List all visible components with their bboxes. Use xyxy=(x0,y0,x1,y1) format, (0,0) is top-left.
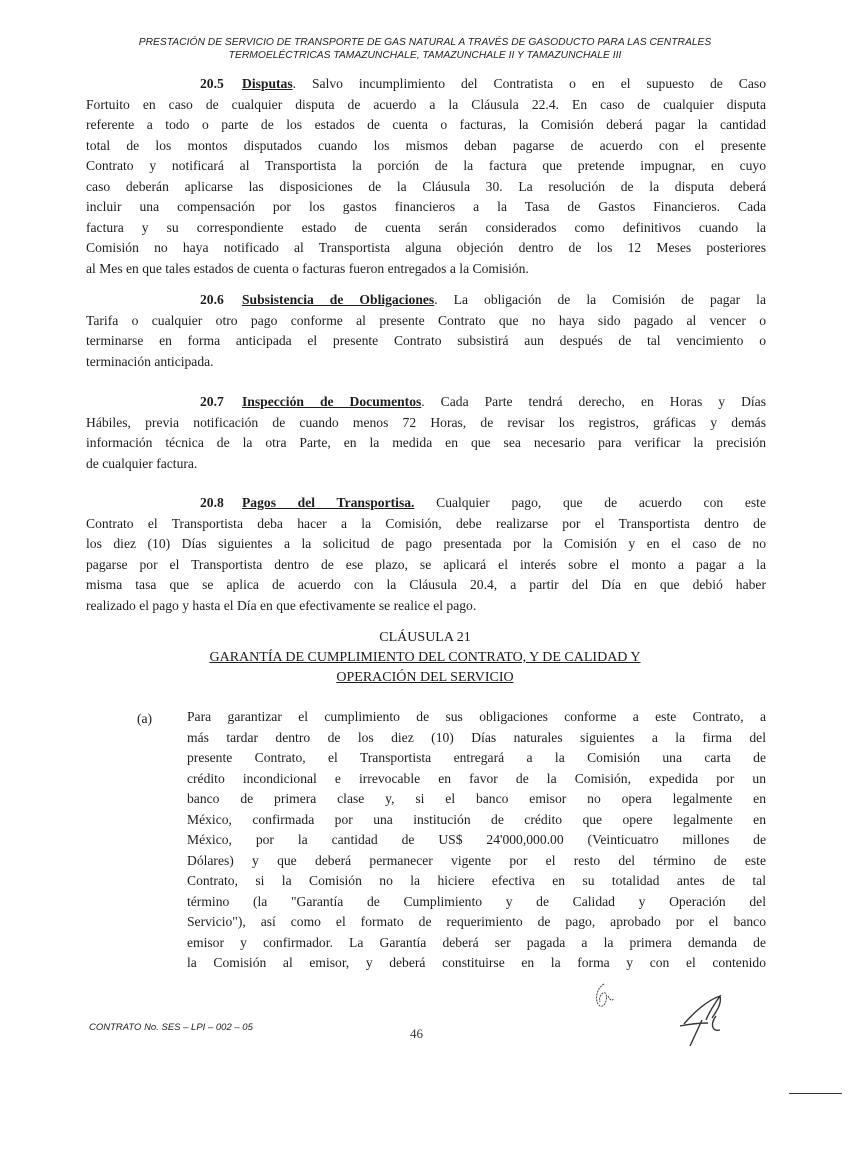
section-title: Subsistencia de Obligaciones xyxy=(242,292,435,307)
section-20-6: 20.6 Subsistencia de Obligaciones. La obligación de la Comisión de pagar la Tarifa o cualquier otro pago conforme al presente Contrato que no haya sido pagado al vencer o terminarse en forma anticipada el presente Contrato subsistirá aun después de tal vencimiento o terminación anticipada. xyxy=(86,292,766,369)
section-title: Disputas xyxy=(242,76,293,91)
contract-number: CONTRATO No. SES – LPI – 002 – 05 xyxy=(89,1022,253,1033)
header-line-1: PRESTACIÓN DE SERVICIO DE TRANSPORTE DE GAS NATURAL A TRAVÉS DE GASODUCTO PARA LAS CENTRALES xyxy=(138,37,712,48)
section-20-5: 20.5 Disputas. Salvo incumplimiento del Contratista o en el supuesto de Caso Fortuito en caso de cualquier disputa de acuerdo a la Cláusula 22.4. En caso de cualquier disputa referente a todo o parte de los estados de cuenta o facturas, la Comisión deberá pagar la cantidad total de los montos disputados cuando los mismos deban pagarse de acuerdo con el presente Contrato y notificará al Transportista la porción de la factura que pretende impugnar, en cuyo caso deberán aplicarse las disposiciones de la Cláusula 30. La resolución de la disputa deberá incluir una compensación por los gastos financieros a la Tasa de Gastos Financieros. Cada factura y su correspondiente estado de cuenta serán considerados como definitivos cuando la Comisión no haya notificado al Transportista alguna objeción dentro de los 12 Meses posteriores al Mes en que tales estados de cuenta o facturas fueron entregados a la Comisión. xyxy=(86,76,766,276)
section-20-8: 20.8 Pagos del Transportisa. Cualquier pago, que de acuerdo con este Contrato el Transportista deba hacer a la Comisión, debe realizarse por el Transportista dentro de los diez (10) Días siguientes a la solicitud de pago presentada por la Comisión y en el caso de no pagarse por el Transportista dentro de ese plazo, se aplicará el interés sobre el monto a pagar a la misma tasa que se aplica de acuerdo con la Cláusula 20.4, a partir del Día en que debió haber realizado el pago y hasta el Día en que efectivamente se realice el pago. xyxy=(86,495,766,613)
header-line-2: TERMOELÉCTRICAS TAMAZUNCHALE, TAMAZUNCHALE II Y TAMAZUNCHALE III xyxy=(228,50,622,61)
clause-title-line-2: OPERACIÓN DEL SERVICIO xyxy=(336,670,514,685)
item-label: (a) xyxy=(137,711,153,726)
section-number: 20.7 xyxy=(200,394,224,409)
section-20-7: 20.7 Inspección de Documentos. Cada Parte tendrá derecho, en Horas y Días Hábiles, previa notificación de cuando menos 72 Horas, de revisar los registros, gráficas y demás información técnica de la otra Parte, en la medida en que sea necesario para verificar la precisión de cualquier factura. xyxy=(86,394,766,471)
section-title: Pagos del Transportisa. xyxy=(242,495,415,510)
footer-rule xyxy=(789,1093,842,1094)
clause-label: CLÁUSULA 21 xyxy=(379,630,471,645)
section-number: 20.8 xyxy=(200,495,224,510)
clause-heading xyxy=(110,628,740,688)
signature-initials-icon xyxy=(590,980,618,1016)
section-number: 20.5 xyxy=(200,76,224,91)
item-a-text: Para garantizar el cumplimiento de sus obligaciones conforme a este Contrato, a más tardar dentro de los diez (10) Días naturales siguientes a la firma del presente Contrato, el Transportista entregará a la Comisión una carta de crédito incondicional e irrevocable en favor de la Comisión, expedida por un banco de primera clase y, si el banco emisor no opera legalmente en México, confirmada por una institución de crédito que opere legalmente en México, por la cantidad de US$ 24'000,000.00 (Veinticuatro millones de Dólares) y que deberá permanecer vigente por el resto del término de este Contrato, si la Comisión no la hiciere efectiva en su totalidad antes de tal término (la "Garantía de Cumplimiento y de Calidad y Operación del Servicio"), así como el formato de requerimiento de pago, aprobado por el banco emisor y confirmador. La Garantía deberá ser pagada a la primera demanda de la Comisión al emisor, y deberá constituirse en la forma y con el contenido xyxy=(187,709,766,970)
page-number: 46 xyxy=(410,1026,423,1041)
section-title: Inspección de Documentos xyxy=(242,394,422,409)
page-header xyxy=(60,36,790,62)
section-number: 20.6 xyxy=(200,292,224,307)
signature-icon xyxy=(676,990,732,1048)
clause-title-line-1: GARANTÍA DE CUMPLIMIENTO DEL CONTRATO, Y DE CALIDAD Y xyxy=(209,650,641,665)
